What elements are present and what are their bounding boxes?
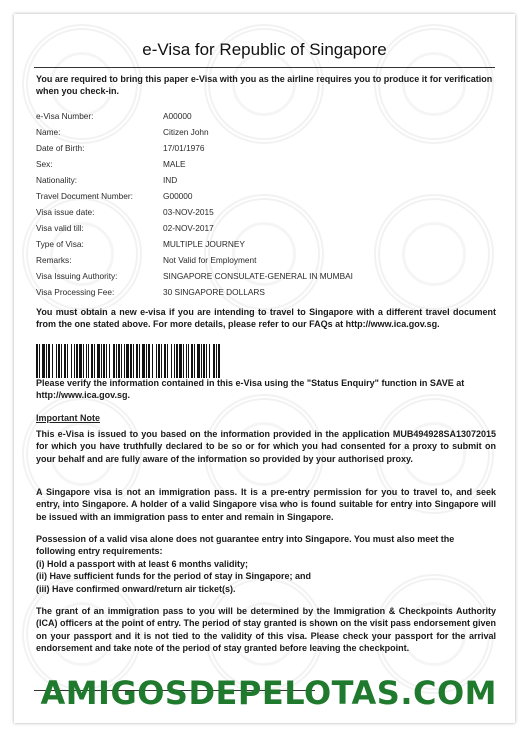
field-label: Visa Issuing Authority: — [36, 271, 118, 281]
field-value: Citizen John — [163, 127, 209, 137]
barcode-bar — [218, 344, 220, 378]
note-para-4: The grant of an immigration pass to you will be determined by the Immigration & Checkpoints Authority (ICA) officers at the point of entry. The period of stay granted is shown on the visit pass endorsement given on your passport and it is not tied to the validity of this visa. Please check your passport for the arrival endorsement and take note of the period of stay granted before leaving the checkpoint. — [36, 606, 496, 654]
barcode-bar — [113, 344, 115, 378]
barcode-bar — [56, 344, 57, 378]
note-para-2: A Singapore visa is not an immigration pass. It is a pre-entry permission for you to travel to, and seek entry, into Singapore. A holder of a valid Singapore visa who is found suitable for entry into Singapore will be issued with an immigration pass to enter and remain in Singapore. — [36, 487, 496, 522]
important-note-heading: Important Note — [36, 413, 100, 423]
barcode-bar — [76, 344, 78, 378]
requirement-item: (iii) Have confirmed onward/return air ticket(s). — [36, 583, 236, 594]
barcode-bar — [67, 344, 68, 378]
field-label: Date of Birth: — [36, 143, 85, 153]
note-para-1: This e-Visa is issued to you based on the information provided in the application MUB494928SA13072015 for which you have truthfully declared to be so or for which you had consented for a proxy to submit on your behalf and are fully aware of the information so provided by your authorised proxy. — [36, 429, 496, 464]
barcode-bar — [213, 344, 215, 378]
barcode-bar — [152, 344, 153, 378]
barcode-bar — [74, 344, 75, 378]
barcode-bar — [216, 344, 217, 378]
barcode-bar — [136, 344, 138, 378]
evisa-document — [14, 14, 515, 723]
barcode-bar — [133, 344, 134, 378]
barcode-bar — [188, 344, 189, 378]
barcode-bar — [97, 344, 100, 378]
field-value: 30 SINGAPORE DOLLARS — [163, 287, 265, 297]
field-value: MULTIPLE JOURNEY — [163, 239, 245, 249]
barcode-bar — [126, 344, 129, 378]
field-label: Sex: — [36, 159, 53, 169]
barcode-bar — [61, 344, 62, 378]
barcode-bar — [148, 344, 150, 378]
field-value: G00000 — [163, 191, 193, 201]
field-label: Visa issue date: — [36, 207, 95, 217]
field-value: SINGAPORE CONSULATE-GENERAL IN MUMBAI — [163, 271, 353, 281]
barcode-bar — [94, 344, 95, 378]
title-rule — [34, 67, 495, 68]
barcode-bar — [48, 344, 50, 378]
barcode-bar — [109, 344, 110, 378]
barcode-bar — [158, 344, 160, 378]
barcode-bar — [206, 344, 207, 378]
requirement-item: (ii) Have sufficient funds for the period of stay in Singapore; and — [36, 571, 312, 582]
barcode-bar — [146, 344, 147, 378]
document-title: e-Visa for Republic of Singapore — [142, 40, 387, 59]
barcode-bar — [142, 344, 145, 378]
barcode — [36, 344, 221, 378]
barcode-bar — [116, 344, 117, 378]
barcode-bar — [171, 344, 172, 378]
barcode-bar — [83, 344, 84, 378]
barcode-bar — [103, 344, 105, 378]
barcode-bar — [197, 344, 200, 378]
field-value: A00000 — [163, 111, 192, 121]
intro-text: You are required to bring this paper e-Visa with you as the airline requires you to produce it for verification when you check-in. — [36, 74, 493, 97]
barcode-bar — [124, 344, 125, 378]
barcode-bar — [64, 344, 66, 378]
barcode-bar — [130, 344, 132, 378]
barcode-bar — [91, 344, 93, 378]
barcode-bar — [164, 344, 166, 378]
field-value: 03-NOV-2015 — [163, 207, 214, 217]
barcode-bar — [167, 344, 168, 378]
barcode-bar — [194, 344, 195, 378]
barcode-bar — [174, 344, 175, 378]
requirement-item: (i) Hold a passport with at least 6 months validity; — [36, 558, 249, 569]
barcode-bar — [139, 344, 140, 378]
barcode-bar — [106, 344, 107, 378]
field-value: Not Valid for Employment — [163, 255, 257, 265]
barcode-bar — [121, 344, 122, 378]
seal-watermark — [374, 194, 494, 314]
barcode-bar — [52, 344, 53, 378]
barcode-bar — [191, 344, 193, 378]
barcode-bar — [118, 344, 120, 378]
barcode-bar — [46, 344, 47, 378]
barcode-bar — [39, 344, 40, 378]
new-visa-notice: You must obtain a new e-visa if you are intending to travel to Singapore with a different travel document from the one stated above. For more details, please refer to our FAQs at http://www.ica.gov.sg. — [36, 307, 496, 330]
barcode-bar — [176, 344, 178, 378]
site-watermark: AMIGOSDEPELOTAS.COM — [40, 674, 497, 712]
field-value: MALE — [163, 159, 186, 169]
verify-notice: Please verify the information contained in this e-Visa using the "Status Enquiry" function in SAVE at http://www.ica.gov.sg. — [36, 378, 465, 401]
barcode-bar — [86, 344, 87, 378]
barcode-bar — [156, 344, 157, 378]
field-label: Visa valid till: — [36, 223, 84, 233]
field-label: Remarks: — [36, 255, 72, 265]
field-value: IND — [163, 175, 178, 185]
barcode-bar — [203, 344, 205, 378]
barcode-bar — [183, 344, 184, 378]
field-value: 02-NOV-2017 — [163, 223, 214, 233]
field-label: e-Visa Number: — [36, 111, 94, 121]
barcode-bar — [88, 344, 89, 378]
barcode-bar — [58, 344, 60, 378]
note-para-3 — [36, 533, 496, 595]
barcode-bar — [79, 344, 82, 378]
barcode-bar — [71, 344, 72, 378]
barcode-bar — [36, 344, 38, 378]
field-label: Nationality: — [36, 175, 78, 185]
field-value: 17/01/1976 — [163, 143, 205, 153]
barcode-bar — [186, 344, 187, 378]
requirements-intro: Possession of a valid visa alone does not guarantee entry into Singapore. You must also meet the following entry requirements: — [36, 534, 455, 557]
barcode-bar — [101, 344, 102, 378]
barcode-bar — [42, 344, 45, 378]
field-label: Travel Document Number: — [36, 191, 133, 201]
barcode-bar — [201, 344, 202, 378]
barcode-bar — [179, 344, 182, 378]
field-label: Visa Processing Fee: — [36, 287, 115, 297]
barcode-bar — [209, 344, 210, 378]
field-label: Name: — [36, 127, 61, 137]
barcode-bar — [161, 344, 162, 378]
field-label: Type of Visa: — [36, 239, 84, 249]
